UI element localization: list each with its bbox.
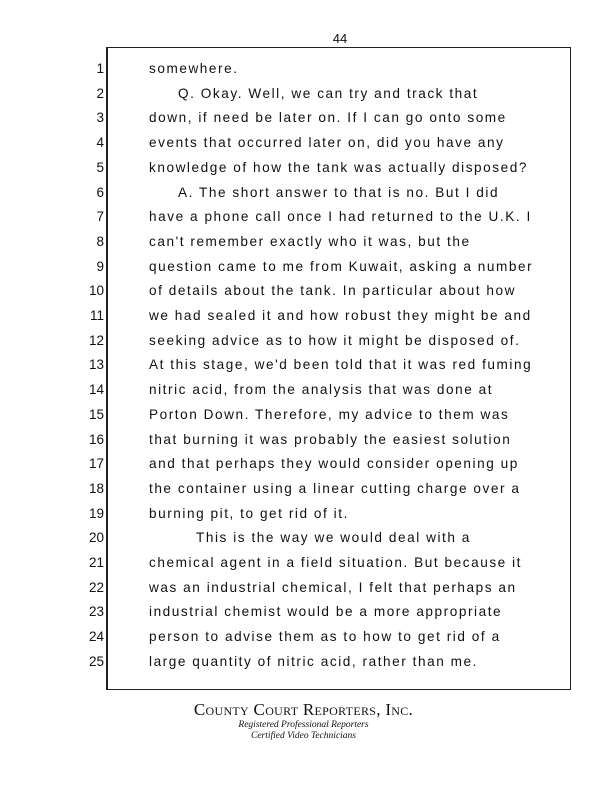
line-number: 5 bbox=[96, 159, 104, 175]
line-number: 25 bbox=[88, 653, 104, 669]
transcript-line: chemical agent in a field situation. But because it bbox=[149, 555, 523, 570]
transcript-line: was an industrial chemical, I felt that perhaps an bbox=[149, 579, 517, 595]
line-number: 2 bbox=[96, 85, 104, 101]
footer bbox=[0, 700, 607, 742]
line-number: 19 bbox=[88, 505, 104, 521]
line-number: 18 bbox=[88, 480, 104, 496]
transcript-line: the container using a linear cutting charge over a bbox=[149, 480, 521, 496]
transcript-line: that burning it was probably the easiest solution bbox=[149, 431, 512, 447]
line-number: 17 bbox=[88, 456, 104, 472]
line-number: 15 bbox=[88, 406, 104, 422]
line-number: 10 bbox=[88, 283, 104, 299]
transcript-line: Porton Down. Therefore, my advice to them was bbox=[149, 406, 510, 422]
transcript-line: A. The short answer to that is no. But I did bbox=[178, 184, 500, 200]
transcript-line: At this stage, we'd been told that it was red fuming bbox=[149, 357, 533, 373]
line-number: 4 bbox=[96, 135, 104, 151]
transcript-line: question came to me from Kuwait, asking a number bbox=[149, 258, 534, 274]
line-number: 1 bbox=[96, 61, 104, 76]
transcript-line: knowledge of how the tank was actually disposed? bbox=[149, 159, 528, 175]
transcript-line: can't remember exactly who it was, but the bbox=[149, 233, 471, 249]
line-number: 9 bbox=[96, 258, 104, 274]
line-number: 11 bbox=[89, 308, 104, 323]
line-number: 3 bbox=[96, 110, 104, 126]
line-number: 16 bbox=[88, 431, 104, 447]
transcript-line: large quantity of nitric acid, rather than me. bbox=[149, 653, 478, 669]
page-number: 44 bbox=[332, 31, 348, 46]
transcript-line: somewhere. bbox=[149, 61, 239, 76]
line-number: 8 bbox=[96, 233, 104, 249]
footer-company: County Court Reporters, Inc. bbox=[193, 700, 414, 719]
transcript-line: down, if need be later on. If I can go onto some bbox=[149, 110, 507, 126]
footer-tagline-1: Registered Professional Reporters bbox=[238, 720, 369, 730]
transcript-line: of details about the tank. In particular about how bbox=[149, 283, 516, 299]
line-number: 14 bbox=[88, 382, 104, 398]
footer-tagline-2: Certified Video Technicians bbox=[250, 731, 356, 741]
transcript-line: industrial chemist would be a more appropriate bbox=[149, 604, 503, 620]
line-number: 13 bbox=[88, 357, 104, 373]
line-number: 6 bbox=[96, 184, 104, 200]
line-number: 24 bbox=[88, 629, 104, 645]
transcript-line: This is the way we would deal with a bbox=[196, 530, 471, 546]
transcript-line: we had sealed it and how robust they might be and bbox=[149, 308, 532, 323]
transcript-line: seeking advice as to how it might be disposed of. bbox=[149, 332, 521, 348]
line-number: 22 bbox=[88, 579, 104, 595]
line-number: 20 bbox=[88, 530, 104, 546]
line-number: 12 bbox=[88, 332, 104, 348]
transcript-line: Q. Okay. Well, we can try and track that bbox=[178, 85, 479, 101]
transcript-line: and that perhaps they would consider opening up bbox=[149, 456, 519, 472]
transcript-line: person to advise them as to how to get rid of a bbox=[149, 629, 501, 645]
transcript-line: burning pit, to get rid of it. bbox=[149, 505, 349, 521]
line-number: 23 bbox=[88, 604, 104, 620]
transcript-line: events that occurred later on, did you have any bbox=[149, 135, 505, 151]
transcript-line: nitric acid, from the analysis that was done at bbox=[149, 382, 494, 398]
line-number: 21 bbox=[88, 555, 104, 570]
transcript-line: have a phone call once I had returned to the U.K. I bbox=[149, 209, 532, 225]
line-number: 7 bbox=[96, 209, 104, 225]
